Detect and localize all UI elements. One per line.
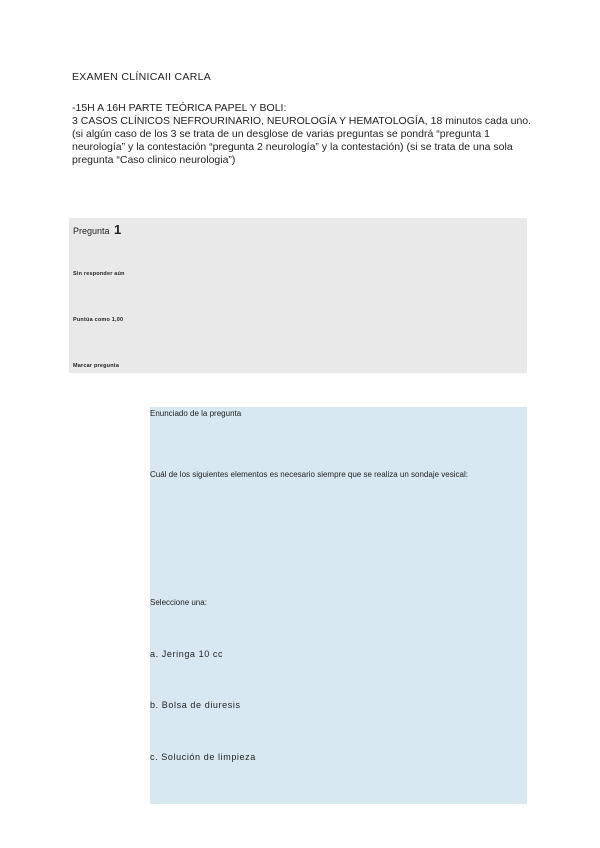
answer-option-c[interactable]: c. Solución de limpieza: [150, 752, 256, 762]
question-heading: Enunciado de la pregunta: [150, 409, 242, 418]
answer-option-a[interactable]: a. Jeringa 10 cc: [150, 649, 224, 659]
answer-option-b[interactable]: b. Bolsa de diuresis: [150, 700, 241, 710]
intro-line-schedule: -15H A 16H PARTE TEÓRICA PAPEL Y BOLI:: [72, 102, 287, 114]
document-title: EXAMEN CLÍNICAII CARLA: [72, 71, 212, 83]
answer-instruction: Seleccione una:: [150, 598, 207, 607]
question-number: [73, 222, 121, 237]
question-score: Puntúa como 1,00: [73, 317, 124, 323]
flag-question-link[interactable]: Marcar pregunta: [73, 363, 120, 369]
question-status: Sin responder aún: [73, 271, 125, 277]
question-text: Cuál de los siguientes elementos es necesario siempre que se realiza un sondaje vesical:: [150, 470, 468, 479]
intro-line-cases: 3 CASOS CLÍNICOS NEFROURINARIO, NEUROLOGÍA Y HEMATOLOGÍA, 18 minutos cada uno. (si algún caso de los 3 se trata de un desglose de varias preguntas se pondrá “pregunta 1 neurología” y la contestación “pregunta 2 neurología” y la contestación) (si se trata de una sola pregunta “Caso clinico neurologia”): [72, 115, 532, 166]
document-intro: [72, 102, 532, 167]
question-info-panel: [69, 218, 527, 373]
question-number-value: 1: [114, 222, 122, 237]
question-number-label: Pregunta: [73, 226, 110, 236]
